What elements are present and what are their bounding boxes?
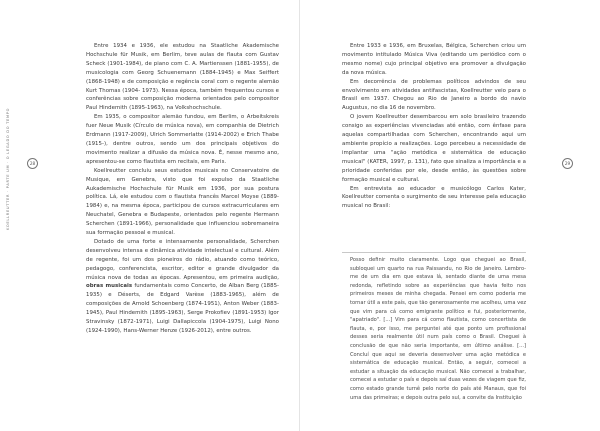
quote-divider: [342, 252, 526, 253]
page-gutter: [299, 0, 300, 431]
bold-term: obras musicais: [86, 283, 133, 290]
paragraph-text-continued: fundamentais como Concerto, de Alban Berg (1885-1935) e Déserts, de Edgard Varèse (1883-1965), além de composições de Arnold Schoenberg (1874-1951), Anton Weber (1883-1945), Paul Hindemith (1895-1963), Serge Prokofiev (1891-1953) Igor Stravinsky (1872-1971), Luigi Dallapiccola (1904-1975), Luigi Nono (1924-1990), Hans-Werner Henze (1926-2012), entre outros.: [86, 283, 280, 334]
paragraph: O jovem Koellreutter desembarcou em solo brasileiro trazendo consigo as experiências vivenciadas até então, com ênfase para aquelas compartilhadas com Scherchen, encontrando aqui um ambiente propício a realizações. Logo percebeu a necessidade de implantar uma "ação metódica e sistemática de educação musical" (KATER, 1997, p. 131), fato que sinaliza a importância e a prioridade conferidas por ele, desde então, às questões sobre formação musical e cultural.: [342, 114, 526, 183]
running-head: KOELLREUTTER · PARTE UM · O LEGADO DO TEMPO: [6, 107, 10, 230]
page-number-right: 29: [562, 158, 573, 169]
paragraph: Koellreutter concluiu seus estudos musicais no Conservatoire de Musique, em Genebra, visto que foi expulso da Staatliche Aukademische Hochschule für Musik em 1936, por sua postura política. Lá, ele estudou com o flautista francês Marcel Moyse (1889-1984) e, na mesma época, participou de cursos extracurriculares em Neuchatel, Genebra e Budapeste, orientados pelo regente Hermann Scherchen (1891-1966), personalidade que influenciou sobremaneira sua formação pessoal e musical.: [86, 167, 279, 237]
left-page-text: [86, 42, 279, 336]
paragraph: Em 1935, o compositor alemão fundou, em Berlim, o Arbeitskreis fuer Neue Musik (Círculo de música nova), em companhia de Dietrich Erdmann (1917-2009), Ulrich Sommerlatte (1914-2002) e Erich Thabe (1915-), dentre outros, sendo um dos principais objetivos do movimento realizar a difusão da música nova. É, nesse mesmo ano, apresentou-se como flautista em recitais, em Paris.: [86, 114, 279, 165]
right-page-text: [342, 42, 526, 211]
paragraph: Em entrevista ao educador e musicólogo Carlos Kater, Koellreutter comenta o surgimento de seu interesse pela educação musical no Brasil:: [342, 185, 526, 210]
page-number-left: 28: [27, 158, 38, 169]
paragraph: Em decorrência de problemas políticos advindos de seu envolvimento em atividades antifascistas, Koellreutter veio para o Brasil em 1937. Chegou ao Rio de Janeiro a bordo do navio Augustus, no dia 16 de novembro.: [342, 78, 526, 112]
paragraph: Entre 1933 e 1936, em Bruxelas, Bélgica, Scherchen criou um movimento intitulado Música Viva (editando um periódico com o mesmo nome) cujo principal objetivo era promover a divulgação da nova música.: [342, 43, 526, 76]
paragraph: Entre 1934 e 1936, ele estudou na Staatliche Akademische Hochschule für Musik, em Berlim, teve aulas de flauta com Gustav Scheck (1901-1984), de piano com C. A. Martienssen (1881-1955), de musicologia com Georg Schuenemann (1884-1945) e Max Seiffert (1868-1948) e de composição e regência coral com o regente alemão Kurt Thomas (1904- 1973). Nessa época, também frequentou cursos e conferências sobre composição moderna orientados pelo compositor Paul Hindemith (1895-1963), na Volkshochschule.: [86, 43, 279, 112]
paragraph: [86, 238, 279, 336]
paragraph-text: Dotado de uma forte e intensamente personalidade, Scherchen desenvolveu intensa e dinâmica atividade intelectual e cultural. Além de regente, foi um dos pioneiros do rádio, atuando como teórico, pedagogo, conferencista, escritor, editor e grande divulgador da música nova de todas as épocas. Apresentou, em primeira audição,: [86, 238, 279, 281]
block-quote: Posso definir muito claramente. Logo que cheguei ao Brasil, subloquei um quarto na rua Paissandu, no Rio de Janeiro. Lembro-me de um dia em que estava lá, sentado diante de uma mesa redonda, refletindo sobre as experiências que havia feito nos primeiros meses de minha chegada. Pensei em como poderia me tornar útil a este país, que tão generosamente me acolheu, uma vez que vim para cá como emigrante político e fui, posteriormente, "apatriado". [...] Vim para cá como flautista, como concertista de flauta, e, por isso, me perguntei até que ponto um profissional desses seria realmente útil num país como o Brasil. Cheguei à conclusão de que não seria importante, em último análise. [...] Concluí que aqui se deveria desenvolver uma ação metódica e sistemática de educação musical. Então, a seguir, comecei a estudar a situação da educação musical. Não comecei a trabalhar, comecei a estudar o país e depois saí duas vezes de viagem que fiz, como estado grande turnê pelo norte do país até Manaus, que foi uma das primeiras; e depois outra pelo sul, a convite da Instituição: [350, 257, 526, 401]
